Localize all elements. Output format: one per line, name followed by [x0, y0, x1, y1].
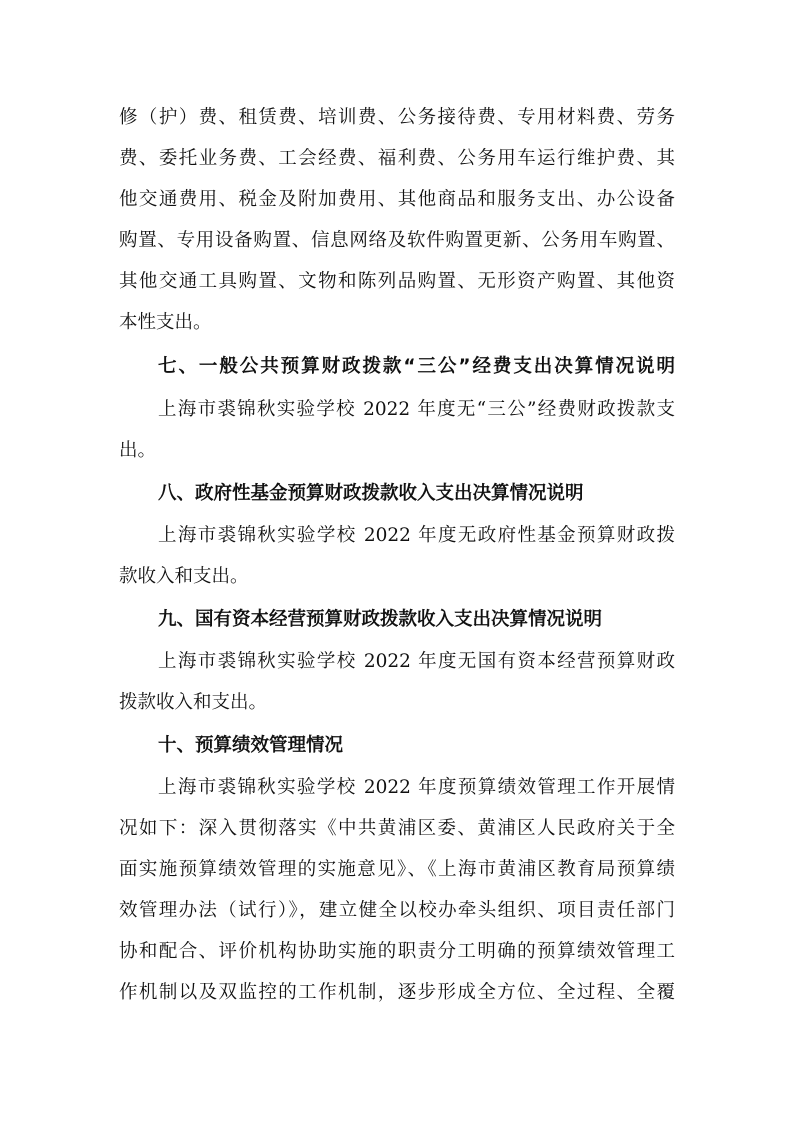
- paragraph-line: 面实施预算绩效管理的实施意见》、《上海市黄浦区教育局预算绩: [119, 859, 675, 880]
- paragraph-line: 出。: [119, 440, 157, 461]
- paragraph-line: 效管理办法（试行）》，建立健全以校办牵头组织、项目责任部门: [119, 900, 675, 921]
- paragraph-line: 费、委托业务费、工会经费、福利费、公务用车运行维护费、其: [119, 148, 675, 169]
- section-7-heading: 七、一般公共预算财政拨款“三公”经费支出决算情况说明: [158, 356, 675, 377]
- paragraph-line: 况如下：深入贯彻落实《中共黄浦区委、黄浦区人民政府关于全: [119, 818, 675, 839]
- paragraph-line: 修（护）费、租赁费、培训费、公务接待费、专用材料费、劳务: [119, 107, 675, 128]
- section-9-heading: 九、国有资本经营预算财政拨款收入支出决算情况说明: [158, 609, 603, 630]
- paragraph-line: 上海市裘锦秋实验学校 2022 年度无“三公”经费财政拨款支: [158, 399, 675, 420]
- paragraph-line: 他交通费用、税金及附加费用、其他商品和服务支出、办公设备: [119, 189, 675, 210]
- paragraph-line: 上海市裘锦秋实验学校 2022 年度无政府性基金预算财政拨: [158, 525, 675, 546]
- paragraph-line: 作机制以及双监控的工作机制，逐步形成全方位、全过程、全覆: [119, 982, 675, 1003]
- paragraph-line: 款收入和支出。: [119, 566, 249, 587]
- paragraph-line: 本性支出。: [119, 312, 212, 333]
- paragraph-line: 协和配合、评价机构协助实施的职责分工明确的预算绩效管理工: [119, 941, 675, 962]
- paragraph-line: 购置、专用设备购置、信息网络及软件购置更新、公务用车购置、: [119, 230, 675, 251]
- paragraph-line: 拨款收入和支出。: [119, 692, 268, 713]
- section-10-heading: 十、预算绩效管理情况: [158, 735, 344, 756]
- paragraph-line: 上海市裘锦秋实验学校 2022 年度预算绩效管理工作开展情: [158, 777, 675, 798]
- paragraph-line: 其他交通工具购置、文物和陈列品购置、无形资产购置、其他资: [119, 271, 675, 292]
- paragraph-line: 上海市裘锦秋实验学校 2022 年度无国有资本经营预算财政: [158, 651, 675, 672]
- section-8-heading: 八、政府性基金预算财政拨款收入支出决算情况说明: [158, 483, 584, 504]
